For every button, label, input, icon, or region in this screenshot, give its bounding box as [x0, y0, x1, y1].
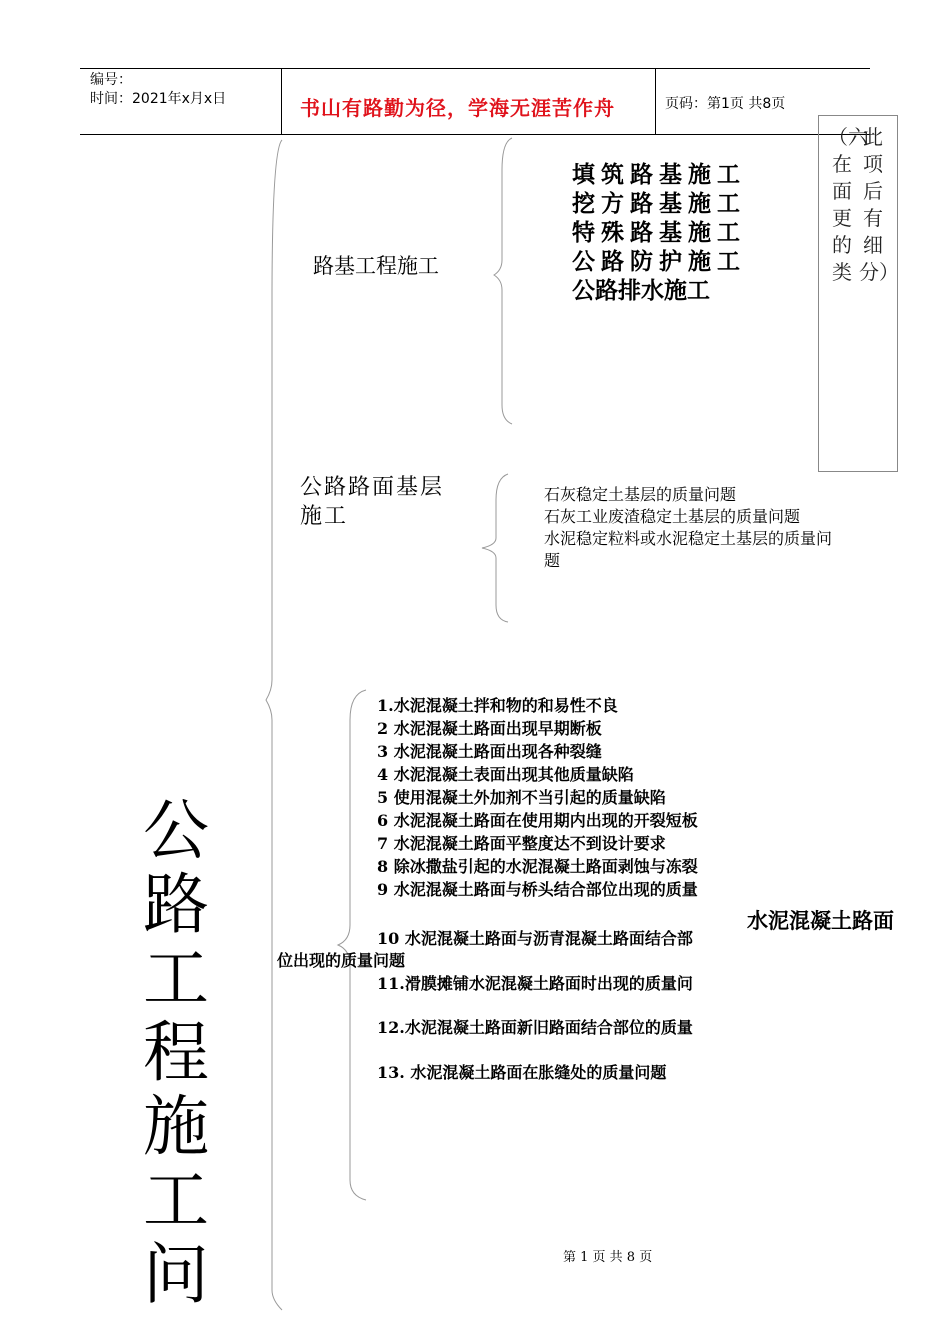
date-label: 时间：2021年x月x日	[90, 91, 227, 107]
subgrade-item: 公路排水施工	[572, 278, 710, 304]
concrete-item-10-line2: 位出现的质量问题	[277, 951, 406, 970]
title-char: 路	[143, 866, 209, 943]
subgrade-bracket	[494, 138, 512, 424]
concrete-item: 3 水泥混凝土路面出现各种裂缝	[377, 742, 602, 761]
vertical-title	[136, 794, 216, 1312]
title-char: 工	[143, 1162, 209, 1239]
subgrade-label: 路基工程施工	[313, 254, 439, 278]
concrete-item-13: 13. 水泥混凝土路面在胀缝处的质量问题	[377, 1063, 667, 1082]
base-course-label-line1: 公路路面基层	[300, 475, 445, 500]
concrete-items	[377, 694, 698, 901]
title-char: 施	[143, 1088, 209, 1165]
title-char: 程	[143, 1014, 209, 1091]
concrete-item: 7 水泥混凝土路面平整度达不到设计要求	[377, 834, 666, 853]
serial-label: 编号：	[90, 72, 132, 88]
base-course-label	[300, 473, 444, 531]
concrete-item: 4 水泥混凝土表面出现其他质量缺陷	[377, 765, 634, 784]
base-course-item: 水泥稳定粒料或水泥稳定土基层的质量问	[544, 529, 833, 548]
title-char: 公	[143, 792, 209, 869]
concrete-item: 2 水泥混凝土路面出现早期断板	[377, 719, 602, 738]
concrete-item: 5 使用混凝土外加剂不当引起的质量缺陷	[377, 788, 666, 807]
concrete-item: 1.水泥混凝土拌和物的和易性不良	[377, 696, 618, 715]
concrete-item: 9 水泥混凝土路面与桥头结合部位出现的质量	[377, 880, 698, 899]
title-char: 工	[143, 940, 209, 1017]
concrete-bracket	[338, 690, 366, 1200]
base-bracket	[482, 474, 508, 622]
base-course-items	[544, 484, 894, 572]
concrete-item-11: 11.滑膜摊铺水泥混凝土路面时出现的质量问	[377, 974, 693, 993]
motto: 书山有路勤为径，学海无涯苦作舟	[300, 96, 615, 120]
concrete-label: 水泥混凝土路面	[747, 909, 894, 933]
base-course-item: 题	[544, 551, 561, 570]
base-course-item: 石灰工业废渣稳定土基层的质量问题	[544, 507, 801, 526]
subgrade-item: 公路防护施工	[572, 249, 746, 275]
base-course-item: 石灰稳定土基层的质量问题	[544, 485, 737, 504]
page-label: 页码：第1页 共8页	[665, 96, 786, 112]
concrete-item-10-line1: 10 水泥混凝土路面与沥青混凝土路面结合部	[377, 929, 693, 948]
concrete-item: 8 除冰撒盐引起的水泥混凝土路面剥蚀与冻裂	[377, 857, 698, 876]
concrete-item-12: 12.水泥混凝土路面新旧路面结合部位的质量	[377, 1018, 693, 1037]
subgrade-items	[572, 161, 746, 306]
title-char: 问	[143, 1236, 209, 1313]
main-bracket	[266, 140, 282, 1310]
note-column-left: （六在面更的类	[828, 125, 868, 284]
concrete-item: 6 水泥混凝土路面在使用期内出现的开裂短板	[377, 811, 698, 830]
subgrade-item: 特殊路基施工	[572, 220, 746, 246]
subgrade-item: 挖方路基施工	[572, 191, 746, 217]
note-column-right: 此项后有细分）	[859, 125, 899, 284]
base-course-label-line2: 施工	[300, 504, 349, 529]
subgrade-item: 填筑路基施工	[572, 162, 746, 188]
footer-page: 第 1 页 共 8 页	[563, 1250, 653, 1265]
